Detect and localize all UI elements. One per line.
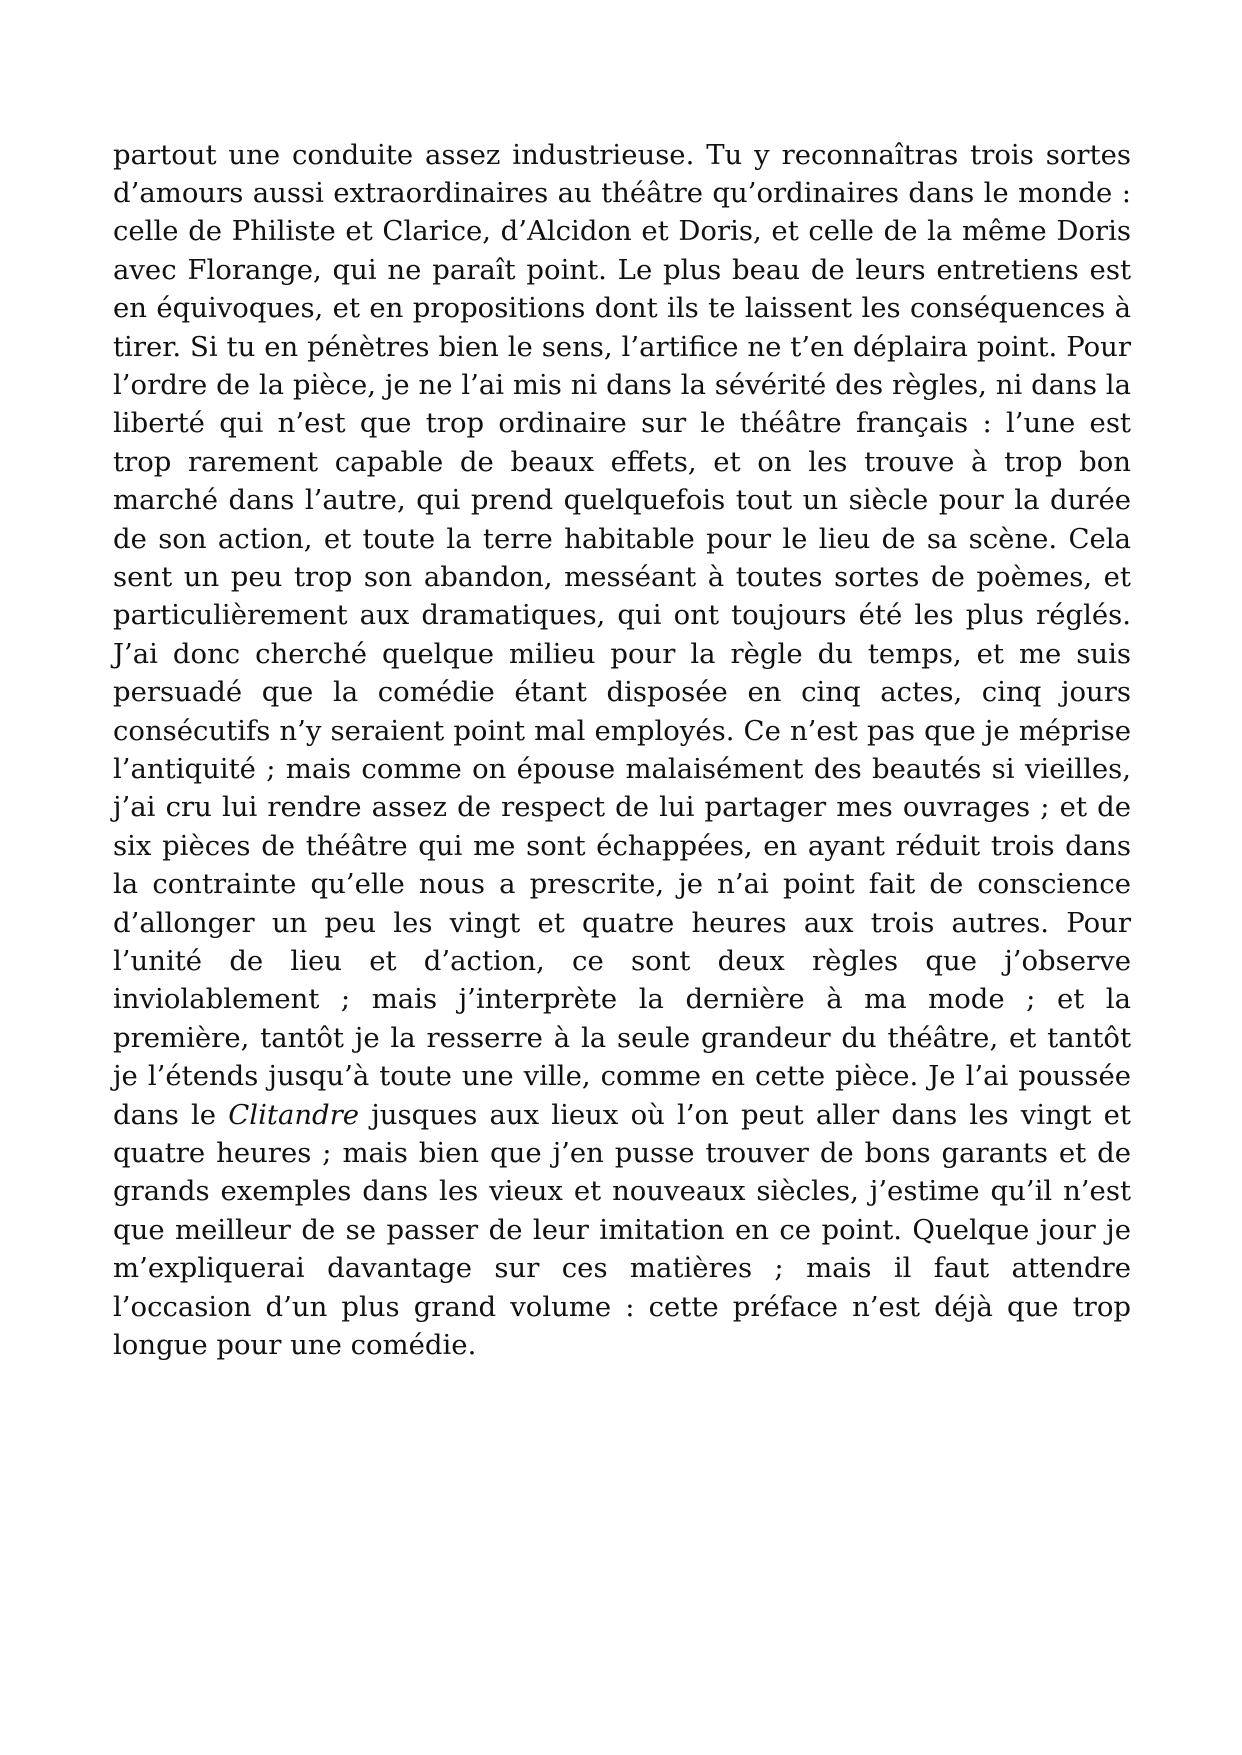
italic-title-clitandre: Clitandre — [228, 1098, 360, 1131]
paragraph-text-part-2: jusques aux lieux où l’on peut aller dans les vingt et quatre heures ; mais bien que j’en pusse trouver de bons garants et de grands exemples dans les vieux et nouveaux siècles, j’estime qu’il n’est que meilleur de se passer de leur imitation en ce point. Quelque jour je m’expliquerai davantage sur ces matières ; mais il faut attendre l’occasion d’un plus grand volume : cette préface n’est déjà que trop longue pour une comédie. — [113, 1098, 1131, 1362]
paragraph-text-part-1: partout une conduite assez industrieuse. Tu y reconnaîtras trois sortes d’amours aussi extraordinaires au théâtre qu’ordinaires dans le monde : celle de Philiste et Clarice, d’Alcidon et Doris, et celle de la même Doris avec Florange, qui ne paraît point. Le plus beau de leurs entretiens est en équivoques, et en propositions dont ils te laissent les conséquences à tirer. Si tu en pénètres bien le sens, l’artifice ne t’en déplaira point. Pour l’ordre de la pièce, je ne l’ai mis ni dans la sévérité des règles, ni dans la liberté qui n’est que trop ordinaire sur le théâtre français : l’une est trop rarement capable de beaux effets, et on les trouve à trop bon marché dans l’autre, qui prend quelquefois tout un siècle pour la durée de son action, et toute la terre habitable pour le lieu de sa scène. Cela sent un peu trop son abandon, messéant à toutes sortes de poèmes, et particulièrement aux dramatiques, qui ont toujours été les plus réglés. J’ai donc cherché quelque milieu pour la règle du temps, et me suis persuadé que la comédie étant disposée en cinq actes, cinq jours consécutifs n’y seraient point mal employés. Ce n’est pas que je méprise l’antiquité ; mais comme on épouse malaisément des beautés si vieilles, j’ai cru lui rendre assez de respect de lui partager mes ouvrages ; et de six pièces de théâtre qui me sont échappées, en ayant réduit trois dans la contrainte qu’elle nous a prescrite, je n’ai point fait de conscience d’allonger un peu les vingt et quatre heures aux trois autres. Pour l’unité de lieu et d’action, ce sont deux règles que j’observe inviolablement ; mais j’interprète la dernière à ma mode ; et la première, tantôt je la resserre à la seule grandeur du théâtre, et tantôt je l’étends jusqu’à toute une ville, comme en cette pièce. Je l’ai poussée dans le — [113, 138, 1131, 1131]
body-paragraph — [113, 136, 1131, 1365]
